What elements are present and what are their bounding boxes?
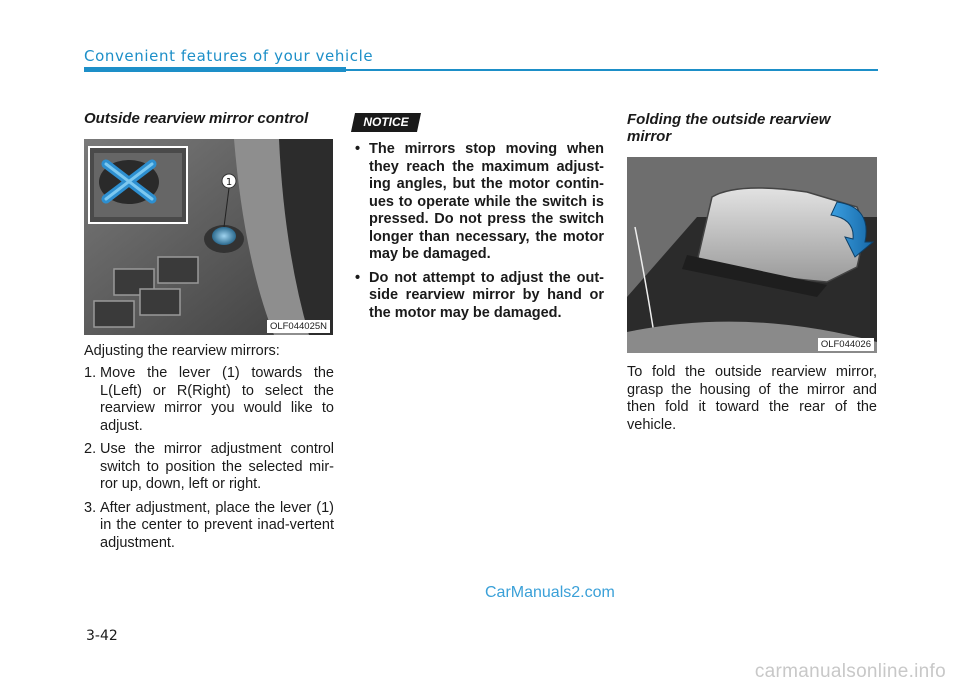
header-accent-bar xyxy=(84,67,346,72)
section-header-title: Convenient features of your vehicle xyxy=(84,47,374,65)
notice-list xyxy=(353,141,604,328)
list-item: 1. Move the lever (1) towards the L(Left) or R(Right) to select the rearview mirror you would like to adjust. xyxy=(84,365,334,434)
page-number: 3-42 xyxy=(86,628,118,644)
intro-text: Adjusting the rearview mirrors: xyxy=(84,343,280,359)
figure-caption: OLF044026 xyxy=(818,338,874,351)
figure-caption: OLF044025N xyxy=(267,320,330,333)
mirror-control-title: Outside rearview mirror control xyxy=(84,110,309,127)
header-rule xyxy=(346,69,878,71)
callout-1: 1 xyxy=(225,177,233,188)
list-item: 3. After adjustment, place the lever (1) in the center to prevent inad-vertent adjustment. xyxy=(84,499,334,551)
folding-instructions: To fold the outside rearview mirror, grasp the housing of the mirror and then fold it toward the rear of the vehicle. xyxy=(627,364,877,433)
carmanuals-watermark: CarManuals2.com xyxy=(485,584,615,601)
adjustment-steps xyxy=(84,365,334,558)
notice-badge: NOTICE xyxy=(363,115,409,129)
mirror-switch-figure xyxy=(84,139,333,335)
list-item: 2. Use the mirror adjustment control switch to position the selected mir-ror up, down, left or right. xyxy=(84,441,334,492)
mirror-switch-illustration xyxy=(84,139,333,335)
list-item: • Do not attempt to adjust the out-side rearview mirror by hand or the motor may be damaged. xyxy=(355,269,604,321)
list-item: • The mirrors stop moving when they reach the maximum adjust-ing angles, but the motor contin-ues to operate while the switch is pressed. Do not press the switch longer than necessary, the motor may be damaged. xyxy=(355,141,604,262)
mirror-fold-illustration xyxy=(627,157,877,353)
site-watermark: carmanualsonline.info xyxy=(754,661,946,682)
mirror-fold-figure xyxy=(627,157,877,353)
folding-mirror-title: Folding the outside rearview mirror xyxy=(627,111,831,145)
